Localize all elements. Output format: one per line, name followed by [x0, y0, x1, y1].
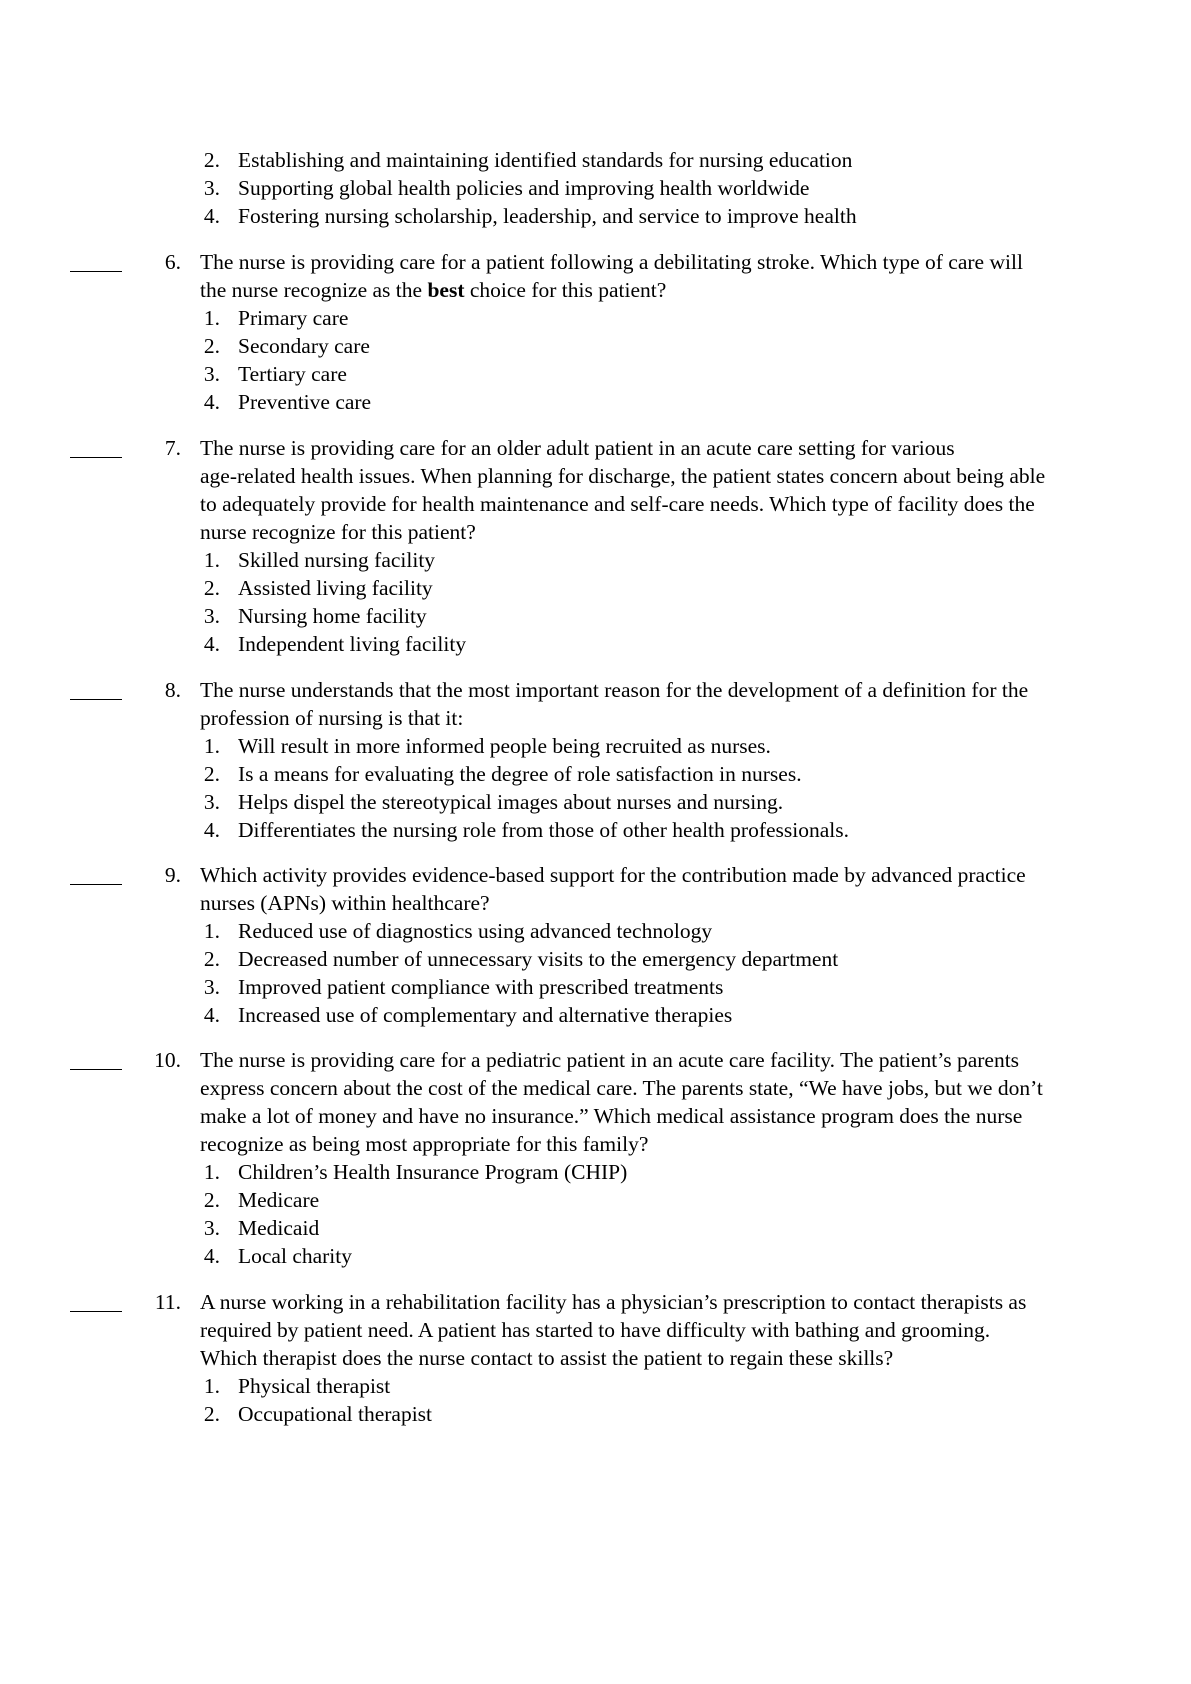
option-number: 3. — [203, 975, 220, 999]
question-text-line: recognize as being most appropriate for this family? — [200, 1132, 649, 1156]
option-number: 3. — [203, 1216, 220, 1240]
option-text: Physical therapist — [238, 1374, 391, 1398]
option-text: Reduced use of diagnostics using advanced technology — [238, 919, 713, 943]
option-number: 2. — [203, 762, 220, 786]
question-text-line: the nurse recognize as the best choice for this patient? — [200, 278, 667, 302]
answer-blank[interactable] — [70, 884, 122, 885]
option-text: Differentiates the nursing role from those of other health professionals. — [238, 818, 849, 842]
option-text: Supporting global health policies and improving health worldwide — [238, 176, 810, 200]
option-text: Fostering nursing scholarship, leadership, and service to improve health — [238, 204, 857, 228]
question-text-line: nurses (APNs) within healthcare? — [200, 891, 490, 915]
option-number: 4. — [203, 1244, 220, 1268]
emphasis-text: best — [427, 278, 465, 302]
question-text-line: profession of nursing is that it: — [200, 706, 464, 730]
option-text: Medicare — [238, 1188, 320, 1212]
question-text-line: nurse recognize for this patient? — [200, 520, 476, 544]
option-text: Primary care — [238, 306, 349, 330]
question-number: 10. — [154, 1048, 181, 1072]
option-text: Preventive care — [238, 390, 372, 414]
option-number: 3. — [203, 362, 220, 386]
question-text-line: make a lot of money and have no insurance.” Which medical assistance program does the nurse — [200, 1104, 1023, 1128]
question-number: 7. — [164, 436, 181, 460]
option-number: 4. — [203, 390, 220, 414]
option-text: Local charity — [238, 1244, 353, 1268]
question-text-line: A nurse working in a rehabilitation facility has a physician’s prescription to contact therapists as — [200, 1290, 1027, 1314]
option-text: Is a means for evaluating the degree of role satisfaction in nurses. — [238, 762, 802, 786]
option-text: Decreased number of unnecessary visits to the emergency department — [238, 947, 839, 971]
question-text-line: The nurse is providing care for a patient following a debilitating stroke. Which type of care will — [200, 250, 1023, 274]
answer-blank[interactable] — [70, 699, 122, 700]
option-number: 4. — [203, 818, 220, 842]
question-text-line: Which therapist does the nurse contact to assist the patient to regain these skills? — [200, 1346, 894, 1370]
option-number: 2. — [203, 1188, 220, 1212]
option-number: 4. — [203, 1003, 220, 1027]
question-number: 8. — [164, 678, 181, 702]
question-text-line: The nurse is providing care for an older adult patient in an acute care setting for various — [200, 436, 955, 460]
question-number: 9. — [164, 863, 181, 887]
question-number: 6. — [164, 250, 181, 274]
option-text: Secondary care — [238, 334, 370, 358]
option-number: 1. — [203, 734, 220, 758]
option-number: 2. — [203, 576, 220, 600]
option-text: Medicaid — [238, 1216, 320, 1240]
question-text-line: Which activity provides evidence-based support for the contribution made by advanced practice — [200, 863, 1026, 887]
option-text: Helps dispel the stereotypical images about nurses and nursing. — [238, 790, 784, 814]
option-number: 3. — [203, 604, 220, 628]
option-number: 4. — [203, 204, 220, 228]
option-number: 2. — [203, 334, 220, 358]
option-number: 1. — [203, 548, 220, 572]
answer-blank[interactable] — [70, 457, 122, 458]
option-text: Skilled nursing facility — [238, 548, 436, 572]
question-text-line: required by patient need. A patient has started to have difficulty with bathing and grooming. — [200, 1318, 991, 1342]
question-text-line: The nurse is providing care for a pediatric patient in an acute care facility. The patient’s parents — [200, 1048, 1020, 1072]
question-number: 11. — [154, 1290, 181, 1314]
question-text-line: express concern about the cost of the medical care. The parents state, “We have jobs, but we don’t — [200, 1076, 1043, 1100]
option-number: 3. — [203, 790, 220, 814]
option-text: Increased use of complementary and alternative therapies — [238, 1003, 733, 1027]
question-text-line: to adequately provide for health maintenance and self-care needs. Which type of facility does the — [200, 492, 1035, 516]
option-text: Independent living facility — [238, 632, 467, 656]
option-text: Establishing and maintaining identified standards for nursing education — [238, 148, 853, 172]
option-number: 4. — [203, 632, 220, 656]
option-text: Children’s Health Insurance Program (CHIP) — [238, 1160, 628, 1184]
answer-blank[interactable] — [70, 271, 122, 272]
option-text: Occupational therapist — [238, 1402, 433, 1426]
option-text: Will result in more informed people being recruited as nurses. — [238, 734, 771, 758]
option-text: Assisted living facility — [238, 576, 433, 600]
option-number: 3. — [203, 176, 220, 200]
option-number: 1. — [203, 1374, 220, 1398]
question-text-line: The nurse understands that the most important reason for the development of a definition for the — [200, 678, 1029, 702]
question-text-line: age-related health issues. When planning for discharge, the patient states concern about being able — [200, 464, 1046, 488]
answer-blank[interactable] — [70, 1311, 122, 1312]
option-number: 1. — [203, 306, 220, 330]
option-number: 1. — [203, 1160, 220, 1184]
option-number: 2. — [203, 1402, 220, 1426]
option-number: 1. — [203, 919, 220, 943]
option-text: Improved patient compliance with prescribed treatments — [238, 975, 724, 999]
answer-blank[interactable] — [70, 1069, 122, 1070]
option-text: Nursing home facility — [238, 604, 427, 628]
option-number: 2. — [203, 148, 220, 172]
option-text: Tertiary care — [238, 362, 347, 386]
option-number: 2. — [203, 947, 220, 971]
